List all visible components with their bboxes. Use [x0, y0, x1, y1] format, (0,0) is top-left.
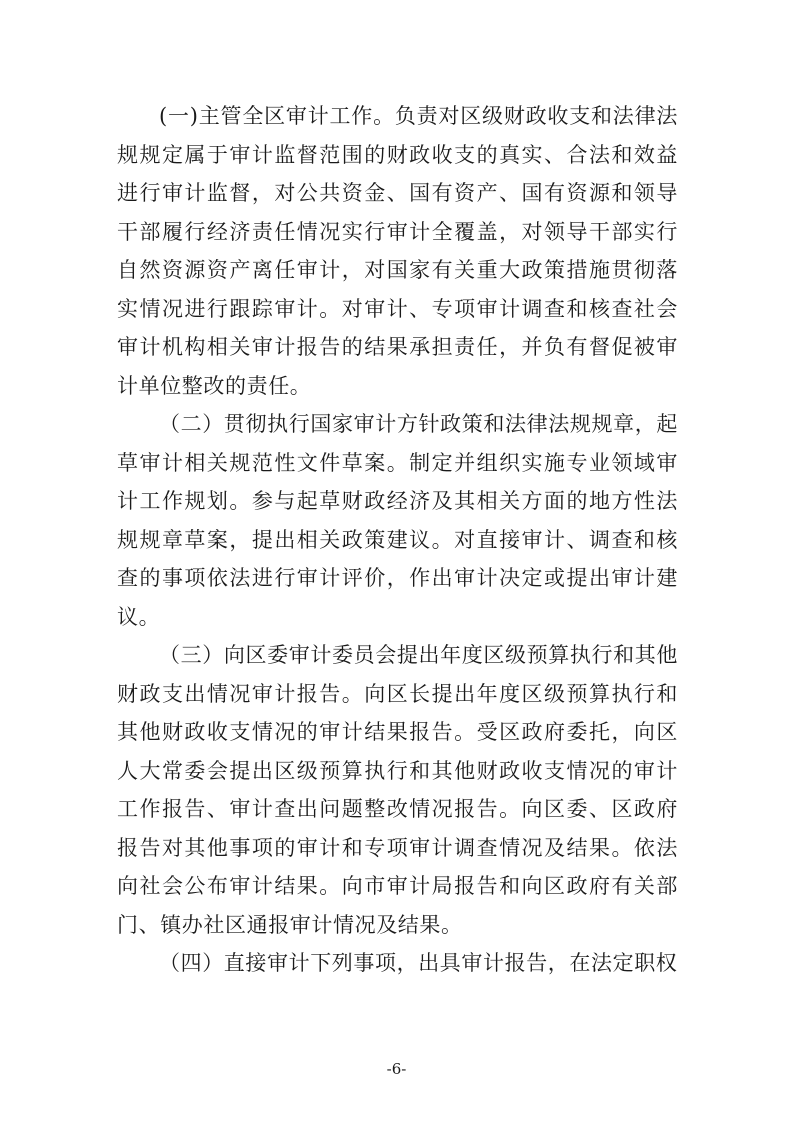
paragraph-4: （四）直接审计下列事项，出具审计报告，在法定职权	[159, 951, 678, 975]
paragraph-1: (一)主管全区审计工作。负责对区级财政收支和法律法规规定属于审计监督范围的财政收支的真实、合法和效益进行审计监督，对公共资金、国有资产、国有资源和领导干部履行经济责任情况实行审计全覆盖，对领导干部实行自然资源资产离任审计，对国家有关重大政策措施贯彻落实情况进行跟踪审计。对审计、专项审计调查和核查社会审计机构相关审计报告的结果承担责任，并负有督促被审计单位整改的责任。	[117, 104, 678, 398]
paragraph-2: （二）贯彻执行国家审计方针政策和法律法规规章，起草审计相关规范性文件草案。制定并组织实施专业领域审计工作规划。参与起草财政经济及其相关方面的地方性法规规章草案，提出相关政策建议。对直接审计、调查和核查的事项依法进行审计评价，作出审计决定或提出审计建议。	[117, 412, 678, 629]
paragraph-3: （三）向区委审计委员会提出年度区级预算执行和其他财政支出情况审计报告。向区长提出年度区级预算执行和其他财政收支情况的审计结果报告。受区政府委托，向区人大常委会提出区级预算执行和其他财政收支情况的审计工作报告、审计查出问题整改情况报告。向区委、区政府报告对其他事项的审计和专项审计调查情况及结果。依法向社会公布审计结果。向市审计局报告和向区政府有关部门、镇办社区通报审计情况及结果。	[117, 643, 678, 937]
page-number: -6-	[386, 1060, 407, 1078]
document-body	[117, 97, 678, 983]
